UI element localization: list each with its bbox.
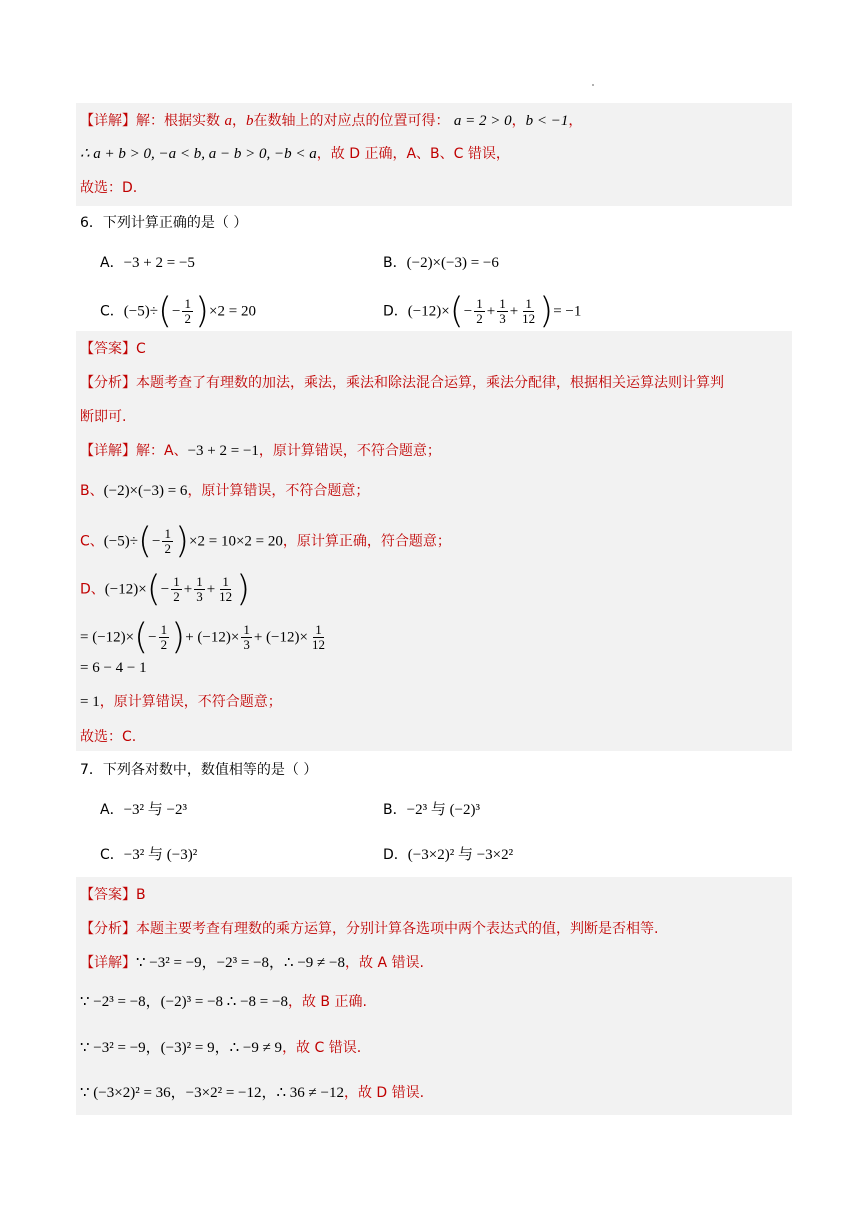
therefore-tail: ，故 D 正确，A、B、C 错误， (316, 146, 510, 162)
var-a: a (224, 113, 232, 129)
q6-step2: = 6 − 4 − 1 (80, 660, 147, 676)
q6-conclusion: 故选：C. (80, 729, 137, 745)
q7-option-a[interactable] (100, 800, 187, 820)
option-label: C． (100, 847, 124, 863)
detail-label: 【详解】 (80, 955, 136, 971)
option-expr-post: ×2 = 20 (209, 303, 256, 320)
fraction-half: $\frac{1}{2}$ (476, 296, 483, 326)
q7-detail-line3: ∵ −3² = −9，(−3)² = 9，∴ −9 ≠ 9，故 C 错误. (80, 1040, 362, 1056)
stray-dot (592, 84, 594, 86)
q6-answer: 【答案】C (80, 341, 146, 357)
q6-detail-a: 【详解】解：A、−3 + 2 = −1，原计算错误，不符合题意； (80, 443, 441, 459)
q7-question: 7．下列各对数中，数值相等的是（ ） (80, 762, 318, 778)
option-expr-pre: (−5)÷ (123, 303, 158, 320)
q6-option-b[interactable] (383, 253, 499, 273)
q7-analysis: 【分析】本题主要考查有理数的乘方运算，分别计算各选项中两个表达式的值，判断是否相等. (80, 921, 659, 937)
option-label: D． (383, 303, 408, 320)
fraction-half: $\frac{1}{2}$ (184, 296, 191, 326)
detail-label: 【详解】 (80, 443, 136, 459)
q6-question: 6．下列计算正确的是（ ） (80, 215, 248, 231)
q6-analysis-cont: 断即可. (80, 409, 127, 425)
q6-option-a[interactable] (100, 253, 195, 273)
q6-detail-d: D、(−12)×(− $\frac{1}{2}$ + $\frac{1}{3}$ + $\frac{1}{12}$ ) (80, 568, 251, 610)
option-label: B． (383, 255, 407, 271)
option-expr-post: = −1 (553, 303, 582, 320)
q7-option-d[interactable] (383, 845, 513, 865)
option-expr: −3 + 2 = −5 (123, 255, 195, 271)
q7-detail-line2: ∵ −2³ = −8，(−2)³ = −8 ∴ −8 = −8，故 B 正确. (80, 994, 367, 1010)
option-expr: (−2)×(−3) = −6 (406, 255, 499, 271)
fraction-twelfth: $\frac{1}{12}$ (522, 296, 536, 326)
q6-detail-c: C、(−5)÷(− $\frac{1}{2}$ )×2 = 10×2 = 20，原计算正确，符合题意； (80, 520, 451, 562)
q7-detail-line4: ∵ (−3×2)² = 36，−3×2² = −12，∴ 36 ≠ −12，故 D 错误. (80, 1085, 425, 1101)
detail-expr: (−2)×(−3) = 6 (103, 483, 188, 499)
q5-therefore-line (80, 144, 510, 164)
q7-answer: 【答案】B (80, 887, 146, 903)
detail-text: 解：根据实数 (136, 113, 220, 129)
detail-expr: −3 + 2 = −1 (187, 443, 259, 459)
option-label: A． (100, 802, 124, 818)
fraction-third: $\frac{1}{3}$ (499, 296, 506, 326)
q6-option-c[interactable]: C．(−5)÷(− $\frac{1}{2}$ )×2 = 20 (100, 290, 256, 332)
detail-label: 【详解】 (80, 113, 136, 129)
q6-step1: = (−12)×(− $\frac{1}{2}$ )+ (−12)× $\frac{1}{3}$ + (−12)× $\frac{1}{12}$ (80, 616, 325, 658)
detail-text2: 在数轴上的对应点的位置可得： (253, 113, 450, 129)
var-b: b (245, 113, 254, 129)
q7-detail-line1: 【详解】∵ −3² = −9，−2³ = −8，∴ −9 ≠ −8，故 A 错误. (80, 955, 424, 971)
option-expr: −3² 与 (−3)² (123, 847, 198, 863)
q7-option-b[interactable] (383, 800, 480, 820)
option-label: A． (100, 255, 124, 271)
comma: ， (231, 113, 246, 129)
option-label: B． (383, 802, 407, 818)
q6-option-d[interactable]: D．(−12)×(− $\frac{1}{2}$ + $\frac{1}{3}$ + $\frac{1}{12}$ )= −1 (383, 290, 582, 332)
option-expr-pre: (−12)× (407, 303, 450, 320)
q6-detail-b: B、(−2)×(−3) = 6，原计算错误，不符合题意； (80, 483, 370, 499)
q6-step3: = 1，原计算错误，不符合题意； (80, 694, 282, 710)
option-expr: (−3×2)² 与 −3×2² (407, 847, 514, 863)
q6-analysis: 【分析】本题考查了有理数的加法，乘法，乘法和除法混合运算，乘法分配律，根据相关运算法则计算判 (80, 375, 724, 391)
option-label: D． (383, 847, 408, 863)
condition-a: a = 2 > 0 (453, 113, 512, 129)
fraction-half: $\frac{1}{2}$ (164, 526, 171, 556)
option-label: C． (100, 303, 124, 320)
q5-detail-line: 【详解】解：根据实数 a，b在数轴上的对应点的位置可得： a = 2 > 0，b < −1， (80, 113, 583, 129)
q5-conclusion: 故选：D. (80, 180, 138, 196)
option-expr: −3² 与 −2³ (123, 802, 187, 818)
condition-b: b < −1 (525, 113, 569, 129)
option-expr: −2³ 与 (−2)³ (406, 802, 481, 818)
q7-option-c[interactable] (100, 845, 197, 865)
therefore-expr: ∴ a + b > 0, −a < b, a − b > 0, −b < a (80, 146, 317, 162)
